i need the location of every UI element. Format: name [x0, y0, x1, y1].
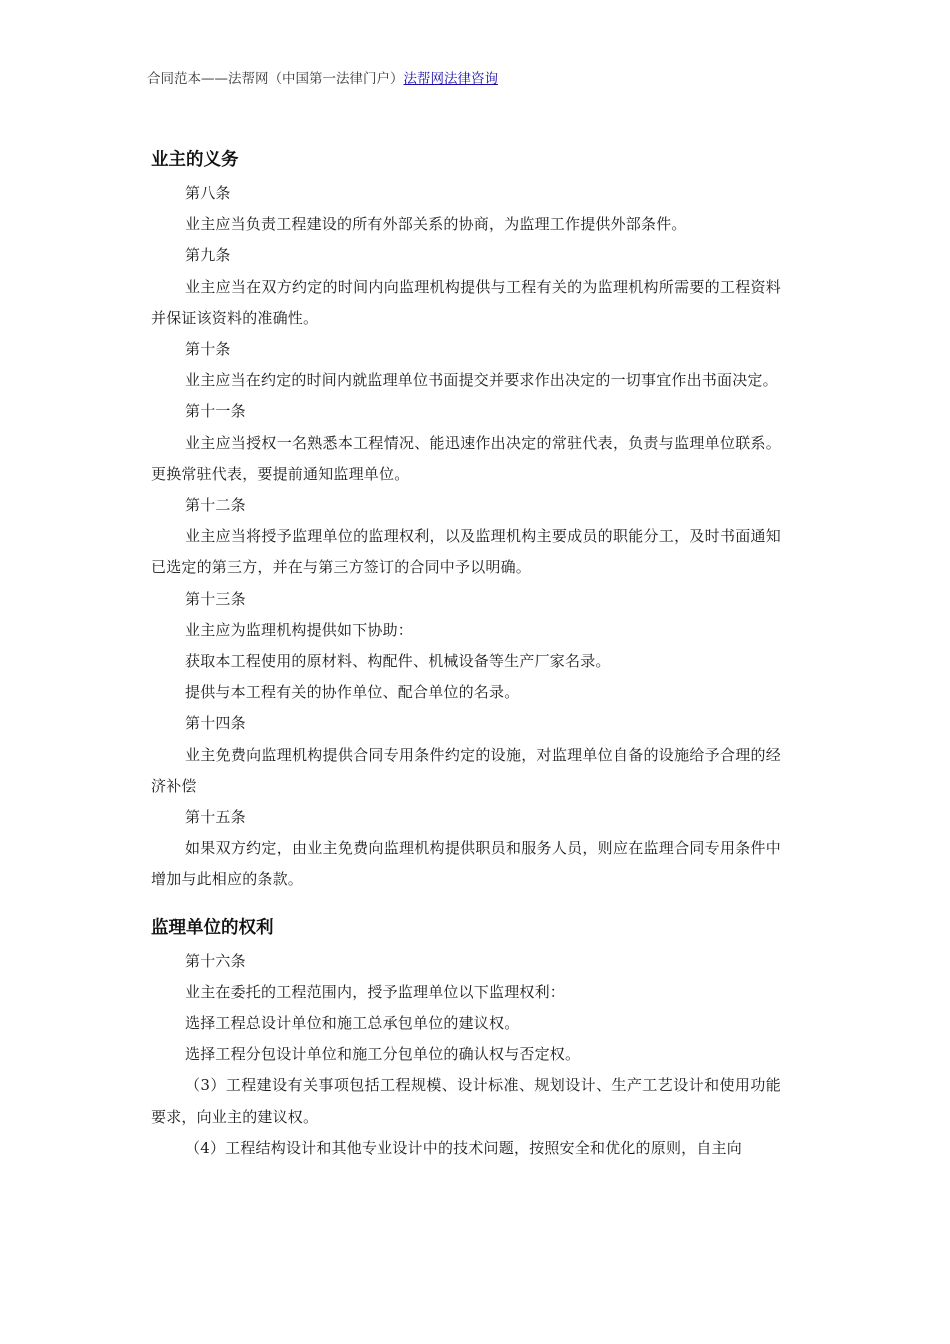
article-heading: 第十五条 [185, 808, 246, 827]
paragraph: 提供与本工程有关的协作单位、配合单位的名录。 [185, 683, 520, 702]
section-title: 业主的义务 [151, 150, 239, 170]
page-header [147, 70, 498, 88]
paragraph: 业主应当授权一名熟悉本工程情况、能迅速作出决定的常驻代表，负责与监理单位联系。更换常驻代表，要提前通知监理单位。 [151, 433, 781, 483]
paragraph: 业主应当在双方约定的时间内向监理机构提供与工程有关的为监理机构所需要的工程资料并保证该资料的准确性。 [151, 277, 781, 327]
article-heading: 第十二条 [185, 496, 246, 515]
paragraph: 业主免费向监理机构提供合同专用条件约定的设施，对监理单位自备的设施给予合理的经济补偿 [151, 745, 781, 795]
paragraph: （4）工程结构设计和其他专业设计中的技术问题，按照安全和优化的原则，自主向 [185, 1138, 742, 1157]
paragraph: 选择工程总设计单位和施工总承包单位的建议权。 [185, 1014, 520, 1033]
paragraph: 业主在委托的工程范围内，授予监理单位以下监理权利： [185, 982, 566, 1001]
section-title: 监理单位的权利 [151, 917, 274, 938]
header-link[interactable]: 法帮网法律咨询 [403, 71, 498, 87]
article-heading: 第九条 [185, 246, 231, 265]
paragraph: 如果双方约定，由业主免费向监理机构提供职员和服务人员，则应在监理合同专用条件中增加与此相应的条款。 [151, 839, 781, 889]
article-heading: 第十条 [185, 340, 231, 359]
article-heading: 第十三条 [185, 589, 246, 608]
paragraph: （3）工程建设有关事项包括工程规模、设计标准、规划设计、生产工艺设计和使用功能要求，向业主的建议权。 [151, 1076, 781, 1126]
document-body [151, 146, 781, 1164]
section-rights [151, 946, 781, 1164]
paragraph: 业主应为监理机构提供如下协助： [185, 620, 414, 639]
paragraph: 业主应当负责工程建设的所有外部关系的协商，为监理工作提供外部条件。 [185, 215, 687, 234]
paragraph: 业主应当在约定的时间内就监理单位书面提交并要求作出决定的一切事宜作出书面决定。 [185, 371, 778, 390]
paragraph: 选择工程分包设计单位和施工分包单位的确认权与否定权。 [185, 1045, 581, 1064]
article-heading: 第十六条 [185, 951, 246, 970]
paragraph: 获取本工程使用的原材料、构配件、机械设备等生产厂家名录。 [185, 652, 611, 671]
article-heading: 第八条 [185, 184, 231, 202]
section-obligations [151, 178, 781, 896]
paragraph: 业主应当将授予监理单位的监理权利，以及监理机构主要成员的职能分工，及时书面通知已选定的第三方，并在与第三方签订的合同中予以明确。 [151, 527, 781, 577]
article-heading: 第十一条 [185, 402, 246, 421]
header-text: 合同范本——法帮网（中国第一法律门户） [147, 71, 404, 87]
article-heading: 第十四条 [185, 714, 246, 733]
